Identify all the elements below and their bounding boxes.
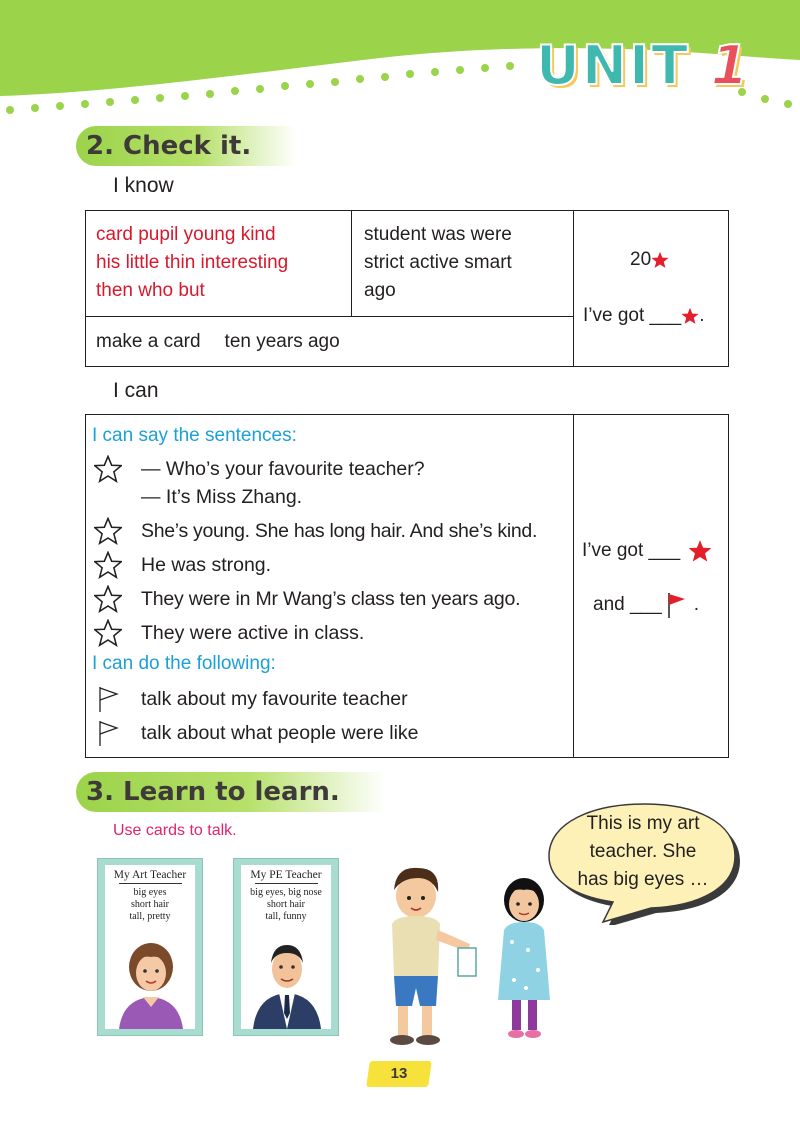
table-divider xyxy=(351,210,352,317)
word-list-red xyxy=(96,221,288,305)
ability-item xyxy=(93,684,408,714)
ability-text: talk about what people were like xyxy=(141,721,419,744)
table-divider xyxy=(85,316,574,317)
section-3-title-text: 3. Learn to learn. xyxy=(86,777,340,807)
flag-outline-icon xyxy=(96,719,120,747)
card-line: tall, funny xyxy=(265,911,307,922)
phrase-list xyxy=(96,328,340,356)
star-total-value: 20 xyxy=(630,249,652,270)
sentence-text: — It’s Miss Zhang. xyxy=(141,485,303,508)
red-star-icon xyxy=(651,251,669,269)
unit-title xyxy=(536,36,750,96)
unit-number: 1 xyxy=(710,34,751,97)
star-outline-icon xyxy=(94,455,122,483)
table-divider xyxy=(573,414,574,758)
girl-figure xyxy=(498,878,550,1038)
sentence-item xyxy=(93,618,364,648)
red-flag-icon xyxy=(666,591,688,619)
score-and-text: and ___ xyxy=(593,594,662,615)
do-heading: I can do the following: xyxy=(92,653,276,674)
sentence-text: He was strong. xyxy=(141,553,272,576)
ability-item xyxy=(93,718,419,748)
unit-word: UNIT xyxy=(536,34,690,97)
say-heading: I can say the sentences: xyxy=(92,425,297,446)
phrase: make a card xyxy=(96,331,201,352)
score-and-line xyxy=(593,591,699,619)
word-list-black xyxy=(364,221,512,305)
word-line: ago xyxy=(364,280,396,301)
i-know-label: I know xyxy=(113,174,174,197)
section-2-title xyxy=(76,126,296,166)
star-outline-icon xyxy=(94,517,122,545)
red-star-icon xyxy=(681,307,699,325)
word-line: card pupil young kind xyxy=(96,224,276,245)
section-3-title xyxy=(76,772,386,812)
score-got-text: I’ve got ___ xyxy=(582,540,681,561)
flag-outline-icon xyxy=(96,685,120,713)
red-star-icon xyxy=(688,539,712,563)
word-line: his little thin interesting xyxy=(96,252,289,273)
sentence-item xyxy=(93,454,425,484)
star-got-line xyxy=(583,302,705,330)
held-card xyxy=(458,948,476,976)
speech-line: teacher. She xyxy=(589,841,697,862)
phrase: ten years ago xyxy=(224,331,340,352)
section-2-title-text: 2. Check it. xyxy=(86,131,252,161)
cards-instruction: Use cards to talk. xyxy=(113,822,237,839)
word-line: strict active smart xyxy=(364,252,512,273)
art-teacher-portrait xyxy=(113,933,189,1029)
speech-line: has big eyes … xyxy=(577,869,709,890)
score-got-line xyxy=(582,537,712,565)
word-line: student was were xyxy=(364,224,512,245)
ability-text: talk about my favourite teacher xyxy=(141,687,408,710)
word-line: then who but xyxy=(96,280,205,301)
card-line: big eyes xyxy=(133,887,167,898)
sentence-item-reply xyxy=(141,482,302,512)
card-line: tall, pretty xyxy=(129,911,171,922)
children-illustration xyxy=(378,860,568,1060)
i-can-label: I can xyxy=(113,379,159,402)
table-divider xyxy=(573,210,574,367)
page-number-text: 13 xyxy=(390,1065,408,1082)
star-outline-icon xyxy=(94,619,122,647)
period: . xyxy=(693,594,699,615)
star-total xyxy=(630,246,669,274)
teacher-card-art xyxy=(97,858,203,1036)
teacher-card-pe xyxy=(233,858,339,1036)
card-line: big eyes, big nose xyxy=(250,887,322,898)
sentence-text: She’s young. She has long hair. And she’s kind. xyxy=(141,519,538,542)
star-got-text: I’ve got ___ xyxy=(583,305,682,326)
sentence-text: They were in Mr Wang’s class ten years ago. xyxy=(141,587,521,610)
sentence-text: They were active in class. xyxy=(141,621,365,644)
card-title: My PE Teacher xyxy=(250,869,322,881)
sentence-item xyxy=(93,550,271,580)
period: . xyxy=(699,305,705,326)
speech-line: This is my art xyxy=(586,813,700,834)
sentence-text: — Who’s your favourite teacher? xyxy=(141,457,425,480)
sentence-item xyxy=(93,516,537,546)
speech-text xyxy=(557,810,729,894)
star-outline-icon xyxy=(94,551,122,579)
star-outline-icon xyxy=(94,585,122,613)
pe-teacher-portrait xyxy=(249,933,325,1029)
card-line: short hair xyxy=(266,899,306,910)
card-title: My Art Teacher xyxy=(113,869,187,881)
card-line: short hair xyxy=(130,899,170,910)
sentence-item xyxy=(93,584,520,614)
